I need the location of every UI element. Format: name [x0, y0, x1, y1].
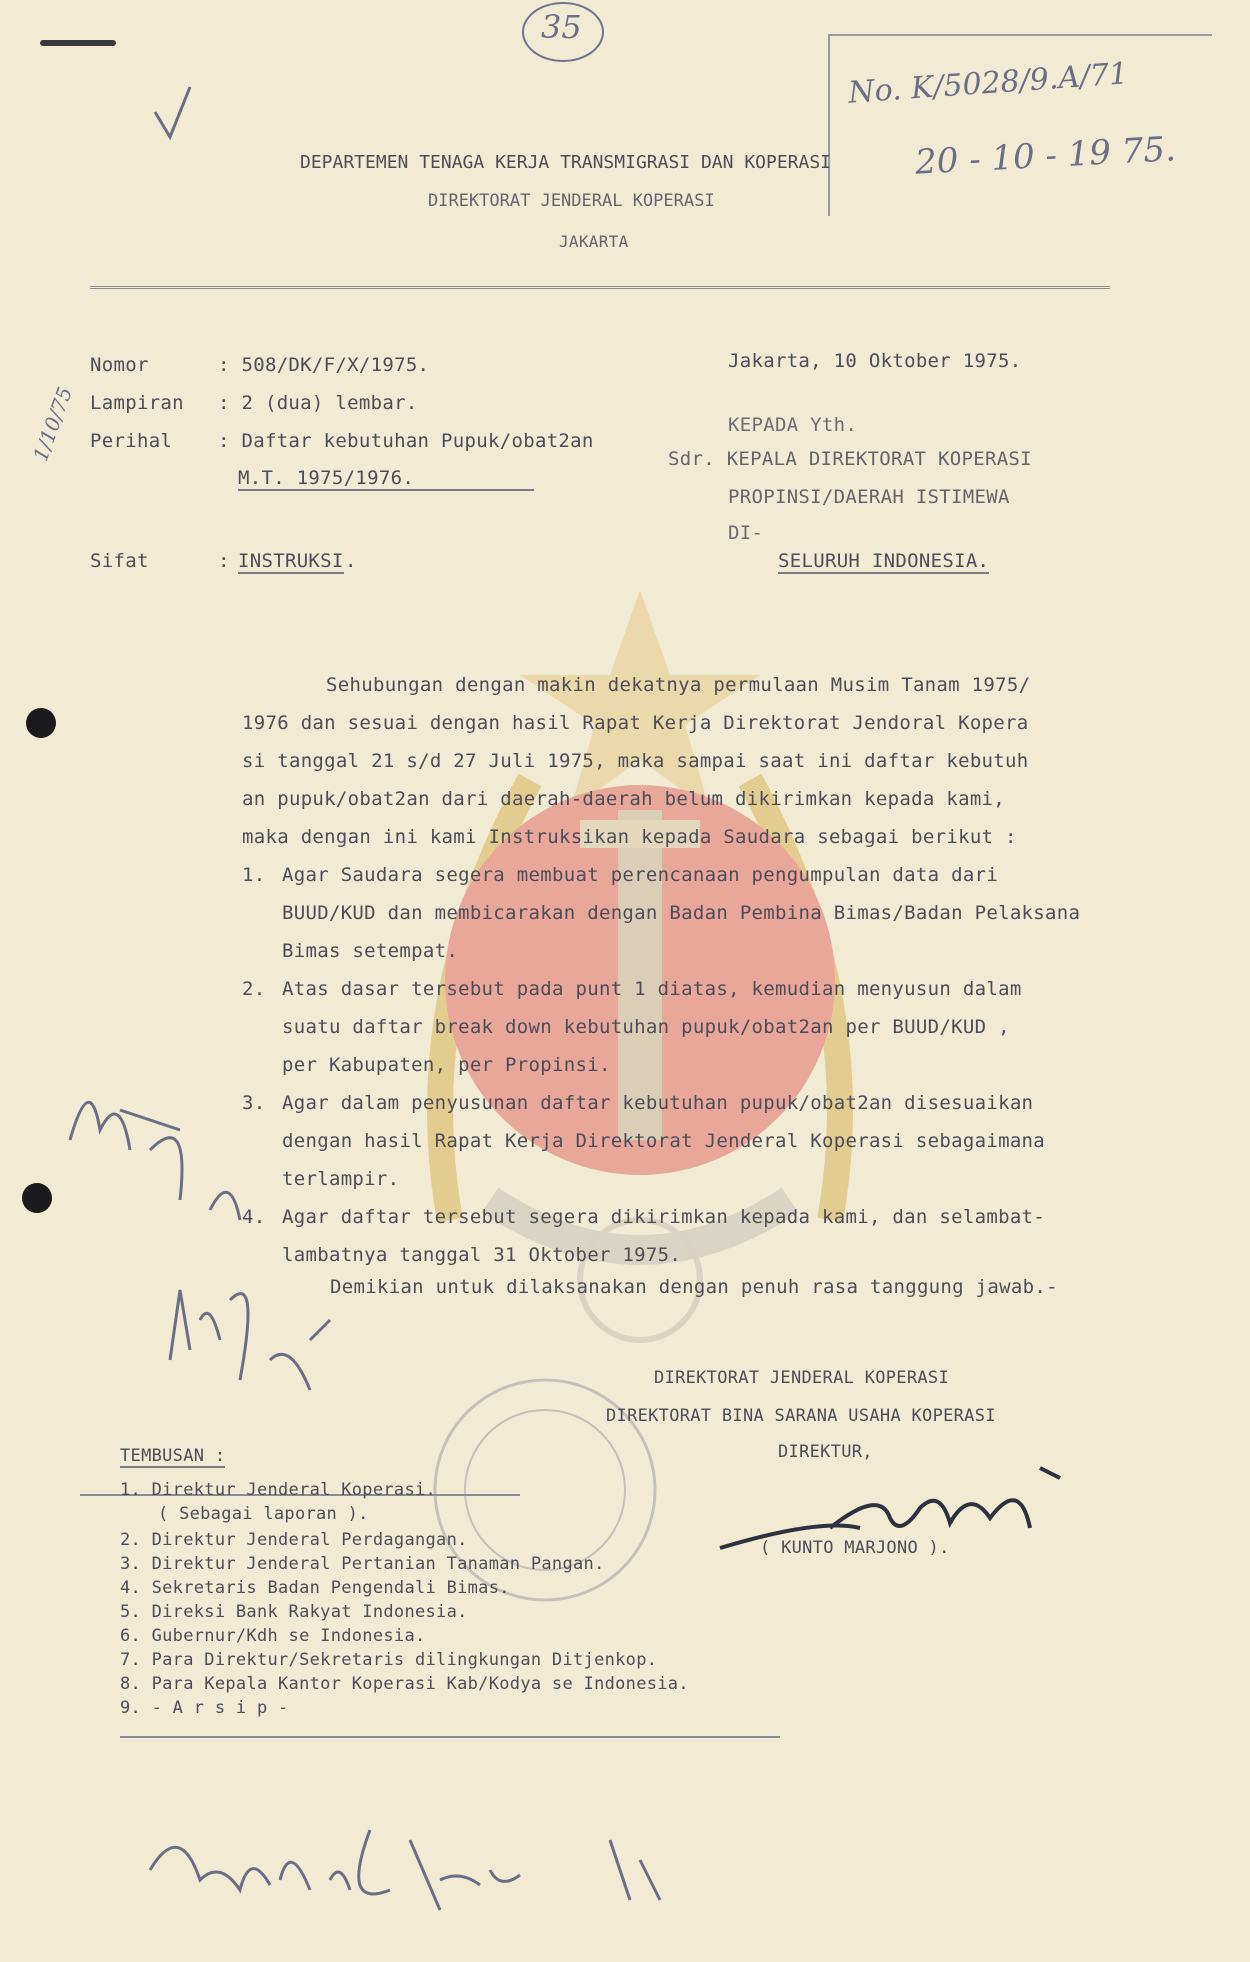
tembusan-item-9: 9. - A r s i p - [120, 1698, 289, 1718]
signature-line-1: DIREKTORAT JENDERAL KOPERASI [654, 1368, 949, 1388]
intro-line-5: maka dengan ini kami Instruksikan kepada Saudara sebagai berikut : [242, 826, 1017, 848]
item-3-line-3: terlampir. [282, 1168, 400, 1190]
tembusan-item-1: 1. Direktur Jenderal Koperasi. [120, 1480, 437, 1500]
nomor-label: Nomor [90, 354, 149, 376]
perihal-value-2: M.T. 1975/1976. [238, 467, 534, 491]
sifat-period: . [345, 550, 357, 572]
tembusan-item-2: 2. Direktur Jenderal Perdagangan. [120, 1530, 468, 1550]
agenda-date: 20 - 10 - 19 75. [914, 129, 1177, 183]
page-number: 35 [541, 8, 582, 46]
tembusan-item-5: 5. Direksi Bank Rakyat Indonesia. [120, 1602, 468, 1622]
perihal-label: Perihal [90, 430, 173, 452]
letterhead-city: JAKARTA [559, 232, 629, 251]
signature-line-3: DIREKTUR, [778, 1442, 873, 1462]
item-3-number: 3. [242, 1092, 266, 1114]
check-mark [150, 82, 200, 142]
perihal-value-1: : Daftar kebutuhan Pupuk/obat2an [218, 430, 594, 452]
agenda-box [828, 34, 1212, 216]
tembusan-item-3: 3. Direktur Jenderal Pertanian Tanaman Pangan. [120, 1554, 605, 1574]
director-name: ( KUNTO MARJONO ). [760, 1538, 950, 1558]
item-1-line-3: Bimas setempat. [282, 940, 459, 962]
item-3-line-1: Agar dalam penyusunan daftar kebutuhan pupuk/obat2an disesuaikan [282, 1092, 1034, 1114]
intro-line-4: an pupuk/obat2an dari daerah-daerah belum dikirimkan kepada kami, [242, 788, 1006, 810]
item-3-line-2: dengan hasil Rapat Kerja Direktorat Jenderal Koperasi sebagaimana [282, 1130, 1046, 1152]
margin-handwriting [60, 1050, 250, 1250]
sifat-value: INSTRUKSI [238, 550, 344, 572]
tembusan-divider-bottom [120, 1736, 780, 1738]
tembusan-item-6: 6. Gubernur/Kdh se Indonesia. [120, 1626, 426, 1646]
initials-handwriting [160, 1280, 360, 1420]
place-date: Jakarta, 10 Oktober 1975. [728, 350, 1022, 372]
punch-hole [22, 1183, 52, 1213]
item-1-line-1: Agar Saudara segera membuat perencanaan pengumpulan data dari [282, 864, 999, 886]
tembusan-title: TEMBUSAN : [120, 1446, 226, 1466]
item-1-line-2: BUUD/KUD dan membicarakan dengan Badan Pembina Bimas/Badan Pelaksana [282, 902, 1081, 924]
closing-line: Demikian untuk dilaksanakan dengan penuh rasa tanggung jawab.- [330, 1276, 1058, 1298]
letterhead-ministry: DEPARTEMEN TENAGA KERJA TRANSMIGRASI DAN KOPERASI [300, 152, 832, 173]
letterhead-directorate: DIREKTORAT JENDERAL KOPERASI [428, 191, 715, 211]
tembusan-item-7: 7. Para Direktur/Sekretaris dilingkungan Ditjenkop. [120, 1650, 658, 1670]
intro-line-1: Sehubungan dengan makin dekatnya permulaan Musim Tanam 1975/ [326, 674, 1031, 696]
margin-note: 1/10/75 [28, 383, 78, 465]
item-2-line-3: per Kabupaten, per Propinsi. [282, 1054, 611, 1076]
punch-hole [26, 708, 56, 738]
letterhead-divider [90, 286, 1110, 289]
item-4-number: 4. [242, 1206, 266, 1228]
sifat-label: Sifat [90, 550, 149, 572]
staple-mark [40, 40, 116, 46]
agenda-number: No. K/5028/9.A/71 [847, 56, 1130, 111]
item-2-number: 2. [242, 978, 266, 1000]
item-1-number: 1. [242, 864, 266, 886]
intro-line-3: si tanggal 21 s/d 27 Juli 1975, maka sampai saat ini daftar kebutuh [242, 750, 1029, 772]
address-di: DI- [728, 522, 764, 544]
lampiran-label: Lampiran [90, 392, 184, 414]
item-2-line-1: Atas dasar tersebut pada punt 1 diatas, kemudian menyusun dalam [282, 978, 1022, 1000]
item-4-line-2: lambatnya tanggal 31 Oktober 1975. [282, 1244, 682, 1266]
tembusan-item-8: 8. Para Kepala Kantor Koperasi Kab/Kodya se Indonesia. [120, 1674, 689, 1694]
sifat-colon: : [218, 550, 230, 572]
lampiran-value: : 2 (dua) lembar. [218, 392, 418, 414]
signature-line-2: DIREKTORAT BINA SARANA USAHA KOPERASI [606, 1406, 996, 1426]
recipient-location: SELURUH INDONESIA. [778, 550, 990, 572]
recipient-1: Sdr. KEPALA DIREKTORAT KOPERASI [668, 448, 1032, 470]
recipient-2: PROPINSI/DAERAH ISTIMEWA [728, 486, 1010, 508]
item-2-line-2: suatu daftar break down kebutuhan pupuk/obat2an per BUUD/KUD , [282, 1016, 1010, 1038]
tembusan-item-4: 4. Sekretaris Badan Pengendali Bimas. [120, 1578, 510, 1598]
nomor-value: : 508/DK/F/X/1975. [218, 354, 430, 376]
kepada: KEPADA Yth. [728, 414, 858, 436]
bottom-handwriting [140, 1800, 700, 1930]
tembusan-item-1-note: ( Sebagai laporan ). [158, 1504, 369, 1524]
item-4-line-1: Agar daftar tersebut segera dikirimkan kepada kami, dan selambat- [282, 1206, 1046, 1228]
intro-line-2: 1976 dan sesuai dengan hasil Rapat Kerja Direktorat Jendoral Kopera [242, 712, 1029, 734]
